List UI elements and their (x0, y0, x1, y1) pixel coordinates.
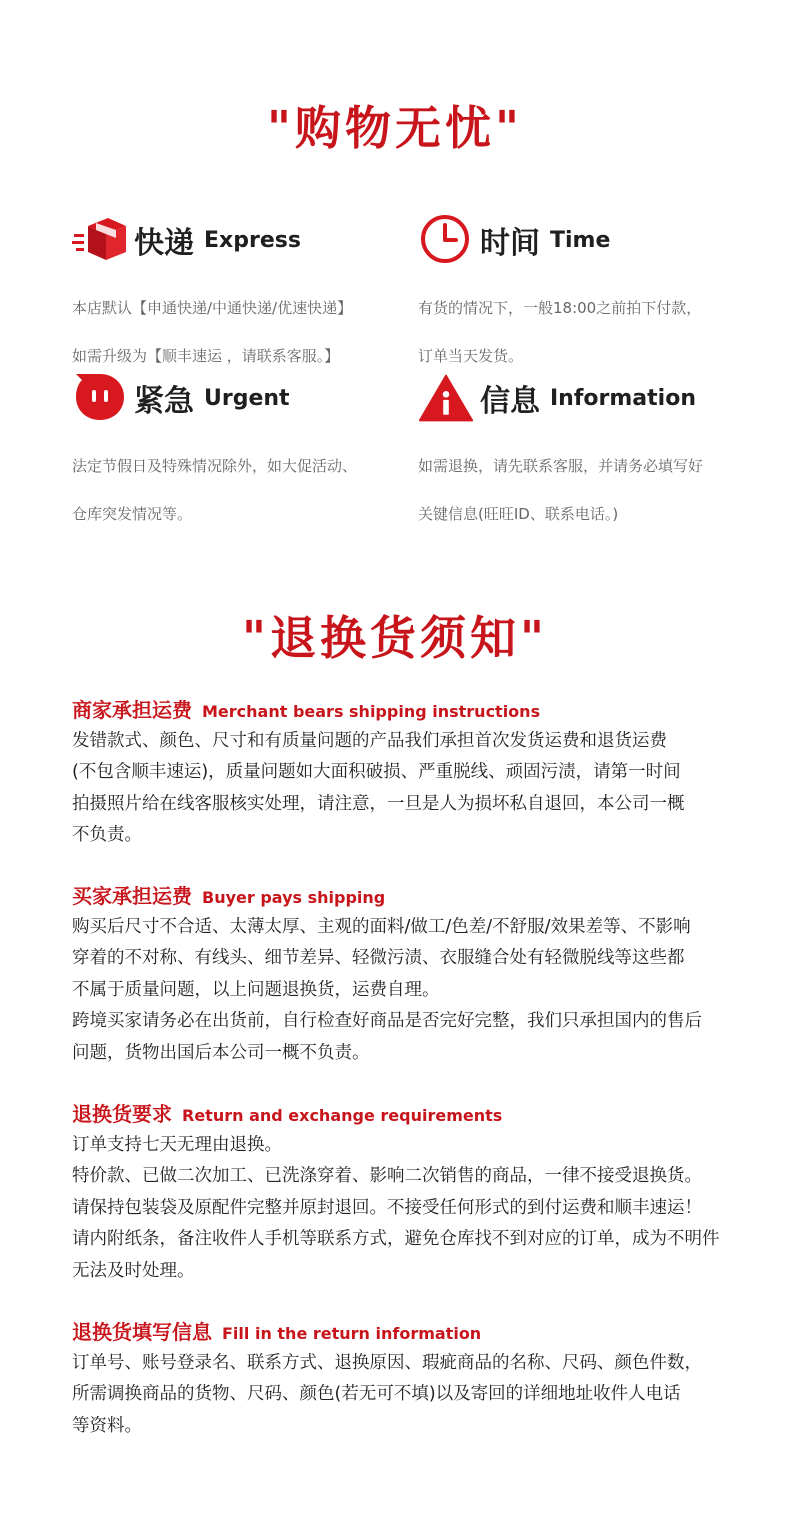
feature-title-en: Time (550, 227, 611, 253)
rule-line: 订单支持七天无理由退换。 (72, 1135, 282, 1155)
rule-return-information (72, 1316, 732, 1442)
rule-title-en: Fill in the return information (222, 1324, 482, 1343)
rule-line: (不包含顺丰速运)，质量问题如大面积破损、严重脱线、顽固污渍，请第一时间 (72, 762, 681, 783)
rule-line: 等资料。 (72, 1415, 142, 1436)
rule-merchant-shipping (72, 694, 732, 852)
feature-desc-line: 有货的情况下，一般18:00之前拍下付款， (418, 299, 702, 317)
rule-line: 拍摄照片给在线客服核实处理，请注意，一旦是人为损坏私自退回，本公司一概 (72, 793, 685, 814)
rule-header (72, 694, 732, 726)
rule-header (72, 1098, 732, 1130)
rule-line: 订单号、账号登录名、联系方式、退换原因、瑕疵商品的名称、尺码、颜色件数， (72, 1353, 702, 1373)
rule-title-zh: 买家承担运费 (72, 884, 192, 908)
feature-title-zh: 时间 (480, 226, 540, 261)
rule-line: 不负责。 (72, 825, 142, 846)
rule-body (72, 1348, 732, 1442)
feature-title-zh: 快递 (134, 226, 194, 261)
rule-line: 特价款、已做二次加工、已洗涤穿着、影响二次销售的商品，一律不接受退换货。 (72, 1166, 702, 1187)
rule-title-zh: 退换货填写信息 (72, 1320, 212, 1344)
feature-time (418, 212, 738, 392)
rule-buyer-shipping (72, 880, 732, 1069)
rule-body (72, 726, 732, 852)
feature-header (72, 370, 392, 426)
feature-desc-line: 订单当天发货。 (418, 347, 524, 365)
feature-desc-line: 关键信息(旺旺ID、联系电话。) (418, 505, 619, 523)
feature-urgent (72, 370, 392, 550)
feature-information (418, 370, 738, 550)
feature-header (418, 212, 738, 268)
rule-line: 所需调换商品的货物、尺码、颜色(若无可不填)以及寄回的详细地址收件人电话 (72, 1384, 681, 1405)
rule-return-requirements (72, 1098, 732, 1287)
delivery-box-icon (72, 212, 128, 268)
feature-description (72, 430, 392, 550)
feature-title-en: Information (550, 385, 696, 411)
rule-body (72, 912, 732, 1069)
feature-title-zh: 信息 (480, 384, 540, 419)
rule-line: 问题，货物出国后本公司一概不负责。 (72, 1042, 370, 1063)
rule-line: 无法及时处理。 (72, 1260, 195, 1281)
feature-desc-line: 如需升级为【顺丰速运 ，请联系客服。】 (72, 347, 340, 365)
feature-title-en: Urgent (204, 385, 290, 411)
feature-header (418, 370, 738, 426)
rule-line: 不属于质量问题，以上问题退换货，运费自理。 (72, 979, 440, 1000)
feature-title-en: Express (204, 227, 301, 253)
rule-line: 发错款式、颜色、尺寸和有质量问题的产品我们承担首次发货运费和退货运费 (72, 731, 667, 751)
rule-body (72, 1130, 732, 1287)
clock-icon (418, 212, 474, 268)
rule-title-zh: 退换货要求 (72, 1102, 172, 1126)
rule-title-en: Merchant bears shipping instructions (202, 702, 541, 721)
chat-bubble-icon (72, 370, 128, 426)
section-title-return-notice: "退换货须知" (242, 611, 548, 665)
rule-line: 跨境买家请务必在出货前，自行检查好商品是否完好完整，我们只承担国内的售后 (72, 1011, 702, 1032)
feature-description (418, 430, 738, 550)
feature-express (72, 212, 392, 392)
rule-line: 穿着的不对称、有线头、细节差异、轻微污渍、衣服缝合处有轻微脱线等这些都 (72, 948, 685, 969)
feature-title-zh: 紧急 (134, 384, 194, 419)
feature-header (72, 212, 392, 268)
feature-desc-line: 本店默认【申通快递/中通快递/优速快递】 (72, 299, 353, 317)
feature-desc-line: 如需退换，请先联系客服，并请务必填写好 (418, 457, 704, 475)
section-title-worry-free: "购物无忧" (267, 101, 523, 155)
warning-info-icon (418, 370, 474, 426)
rule-title-en: Buyer pays shipping (202, 888, 386, 907)
rule-line: 请内附纸条，备注收件人手机等联系方式，避免仓库找不到对应的订单，成为不明件 (72, 1229, 720, 1250)
rule-line: 购买后尺寸不合适、太薄太厚、主观的面料/做工/色差/不舒服/效果差等、不影响 (72, 917, 691, 937)
rule-title-en: Return and exchange requirements (182, 1106, 503, 1125)
feature-desc-line: 仓库突发情况等。 (72, 505, 193, 523)
rule-header (72, 1316, 732, 1348)
rule-header (72, 880, 732, 912)
rule-title-zh: 商家承担运费 (72, 698, 192, 722)
feature-desc-line: 法定节假日及特殊情况除外，如大促活动、 (72, 457, 358, 475)
rule-line: 请保持包装袋及原配件完整并原封退回。不接受任何形式的到付运费和顺丰速运！ (72, 1197, 702, 1218)
